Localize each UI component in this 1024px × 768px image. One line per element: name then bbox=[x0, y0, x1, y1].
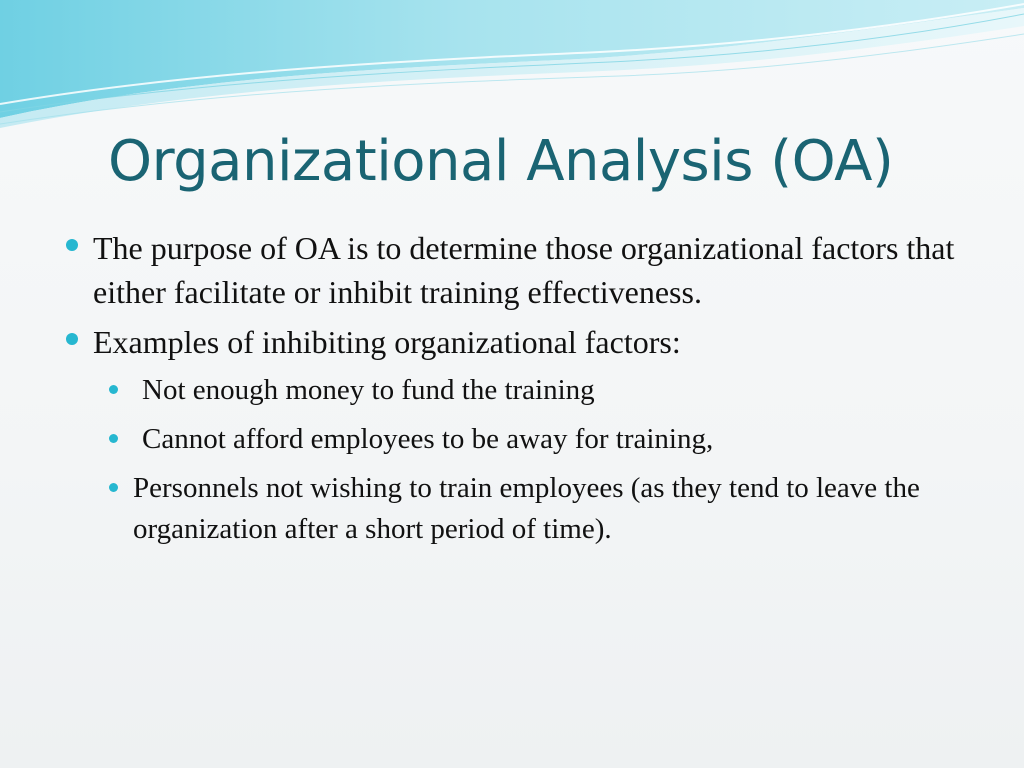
bullet-text: Examples of inhibiting organizational factors: bbox=[93, 324, 681, 360]
sub-bullet-text: Personnels not wishing to train employees (as they tend to leave the organization after a short period of time). bbox=[133, 472, 920, 545]
sub-bullet-dot-icon bbox=[109, 385, 118, 394]
bullet-text: The purpose of OA is to determine those organizational factors that either facilitate or inhibit training effectiveness. bbox=[93, 230, 955, 310]
sub-bullet-dot-icon bbox=[109, 434, 118, 443]
bullet-item bbox=[62, 226, 962, 314]
slide-title: Organizational Analysis (OA) bbox=[108, 129, 894, 194]
sub-bullet-dot-icon bbox=[109, 483, 118, 492]
decorative-wave-header bbox=[0, 0, 1024, 130]
bullet-item bbox=[62, 320, 962, 364]
bullet-dot-icon bbox=[66, 333, 78, 345]
sub-bullet-item bbox=[105, 370, 962, 411]
slide-content bbox=[62, 226, 962, 558]
sub-bullet-text: Not enough money to fund the training bbox=[142, 374, 595, 406]
sub-bullet-item bbox=[105, 468, 962, 550]
sub-bullet-text: Cannot afford employees to be away for training, bbox=[142, 423, 714, 455]
sub-bullet-item bbox=[105, 419, 962, 460]
bullet-dot-icon bbox=[66, 239, 78, 251]
